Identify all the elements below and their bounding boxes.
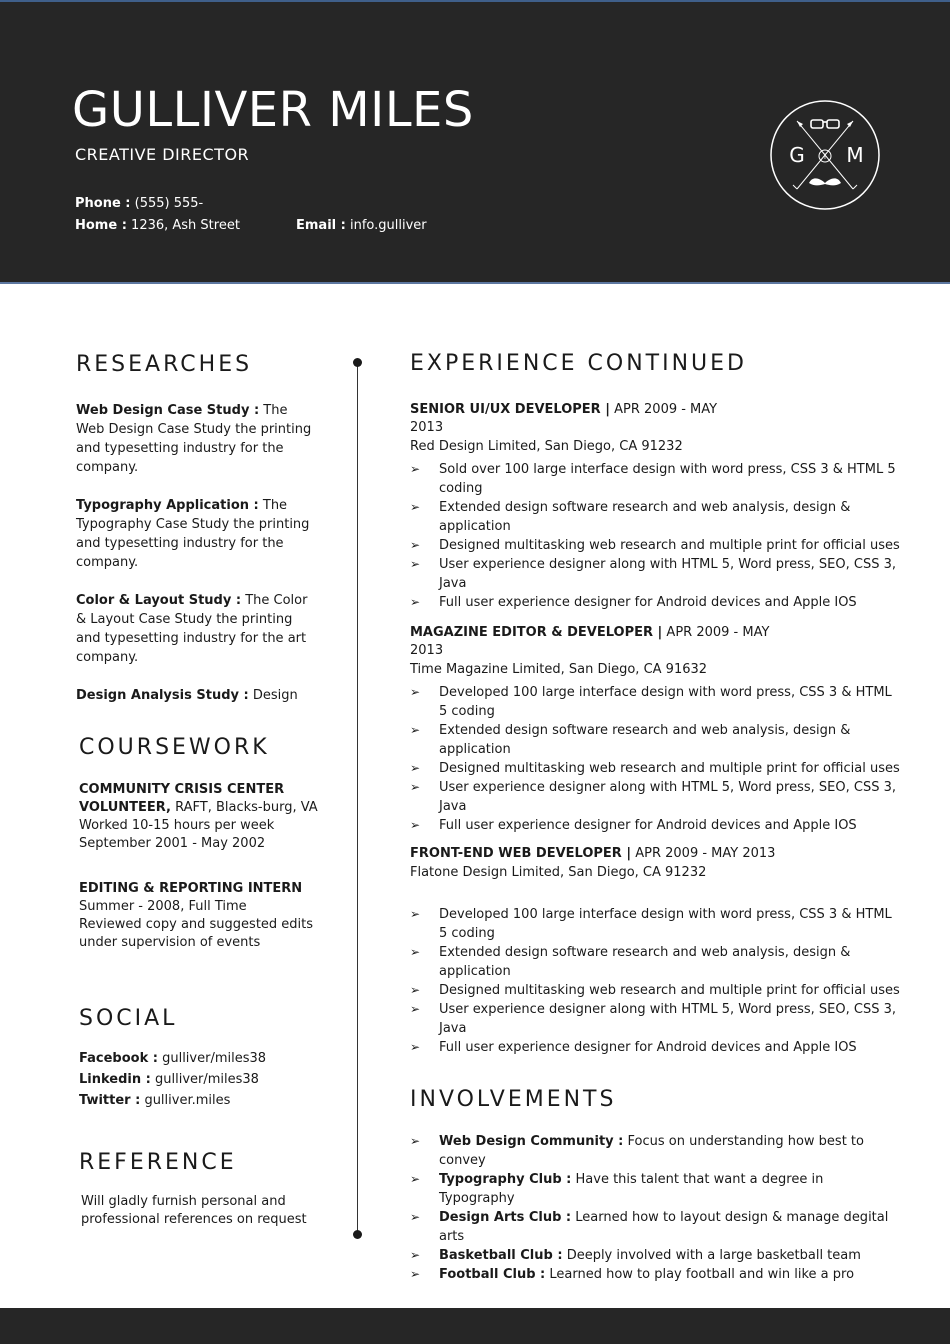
involvement-item: ➢ Football Club : Learned how to play football and win like a pro: [410, 1265, 900, 1284]
job-bullet: ➢ Full user experience designer for Android devices and Apple IOS: [410, 816, 900, 835]
social-facebook: Facebook : gulliver/miles38: [79, 1051, 267, 1066]
job-title: MAGAZINE EDITOR & DEVELOPER |: [410, 625, 663, 640]
timeline-dot-top: [353, 358, 362, 367]
phone-line: [75, 196, 203, 211]
coursework-item: [79, 781, 319, 866]
email-line: [296, 218, 427, 233]
research-item: Color & Layout Study : The Color & Layout Case Study the printing and typesetting industry for the art company.: [76, 593, 308, 665]
coursework-item-line: September 2001 - May 2002: [79, 836, 266, 851]
job-bullet: ➢ Full user experience designer for Android devices and Apple IOS: [410, 593, 900, 612]
job-bullet: ➢ User experience designer along with HTML 5, Word press, SEO, CSS 3, Java: [410, 555, 900, 593]
job-entry: [410, 624, 900, 833]
home-value: 1236, Ash Street: [131, 218, 240, 233]
job-title: FRONT-END WEB DEVELOPER |: [410, 846, 632, 861]
coursework-item-line: Summer - 2008, Full Time: [79, 899, 247, 914]
job-dates: APR 2009 - MAY 2013: [410, 402, 718, 435]
researches-heading: RESEARCHES: [76, 352, 253, 377]
job-bullet: ➢ Extended design software research and web analysis, design & application: [410, 498, 900, 536]
job-bullet: ➢ Designed multitasking web research and multiple print for official uses: [410, 536, 900, 555]
home-line: [75, 218, 240, 233]
involvement-item: ➢ Typography Club : Have this talent that want a degree in Typography: [410, 1170, 900, 1208]
job-bullet: ➢ Extended design software research and web analysis, design & application: [410, 943, 900, 981]
job-bullet: ➢ Developed 100 large interface design with word press, CSS 3 & HTML 5 coding: [410, 905, 900, 943]
coursework-item-line: Worked 10-15 hours per week: [79, 818, 275, 833]
coursework-item-line: Reviewed copy and suggested edits under supervision of events: [79, 917, 314, 950]
job-bullet: ➢ Full user experience designer for Android devices and Apple IOS: [410, 1038, 900, 1057]
job-bullet: ➢ User experience designer along with HTML 5, Word press, SEO, CSS 3, Java: [410, 778, 900, 816]
home-label: Home :: [75, 218, 127, 233]
social-list: [79, 1048, 329, 1112]
involvement-item: ➢ Basketball Club : Deeply involved with a large basketball team: [410, 1246, 900, 1265]
job-bullet: ➢ Designed multitasking web research and multiple print for official uses: [410, 759, 900, 778]
research-item: Typography Application : The Typography Case Study the printing and typesetting industry for the company.: [76, 498, 310, 570]
job-company: Red Design Limited, San Diego, CA 91232: [410, 439, 683, 454]
job-header: [410, 624, 790, 660]
timeline-dot-bottom: [353, 1230, 362, 1239]
job-company: Flatone Design Limited, San Diego, CA 91232: [410, 865, 707, 880]
social-heading: SOCIAL: [79, 1006, 178, 1031]
job-header: [410, 401, 740, 437]
monogram-letter-right: M: [846, 143, 864, 167]
research-item: Design Analysis Study : Design: [76, 688, 298, 703]
research-item: Web Design Case Study : The Web Design Case Study the printing and typesetting industry for the company.: [76, 403, 312, 475]
involvement-item: ➢ Web Design Community : Focus on understanding how best to convey: [410, 1132, 900, 1170]
candidate-name: GULLIVER MILES: [72, 82, 474, 138]
svg-text:i: i: [824, 153, 826, 161]
job-entry: [410, 401, 900, 610]
email-label: Email :: [296, 218, 346, 233]
coursework-item-title: EDITING & REPORTING INTERN: [79, 881, 303, 896]
coursework-item-location: RAFT, Blacks-burg, VA: [175, 800, 318, 815]
researches-list: [76, 401, 316, 703]
email-value: info.gulliver: [349, 218, 427, 233]
job-bullets: [410, 460, 900, 612]
job-bullet: ➢ Developed 100 large interface design with word press, CSS 3 & HTML 5 coding: [410, 683, 900, 721]
job-bullet: ➢ Extended design software research and web analysis, design & application: [410, 721, 900, 759]
phone-value: (555) 555-: [134, 196, 204, 211]
job-company: Time Magazine Limited, San Diego, CA 91632: [410, 662, 708, 677]
phone-label: Phone :: [75, 196, 131, 211]
job-bullet: ➢ Sold over 100 large interface design with word press, CSS 3 & HTML 5 coding: [410, 460, 900, 498]
reference-text: Will gladly furnish personal and professional references on request: [81, 1194, 307, 1227]
involvements-list: [410, 1132, 900, 1282]
job-bullets: [410, 905, 900, 1057]
job-bullet: ➢ User experience designer along with HTML 5, Word press, SEO, CSS 3, Java: [410, 1000, 900, 1038]
monogram-letter-left: G: [789, 143, 805, 167]
coursework-item: [79, 880, 319, 965]
job-title: SENIOR UI/UX DEVELOPER |: [410, 402, 610, 417]
coursework-item-title: COMMUNITY CRISIS CENTER VOLUNTEER,: [79, 782, 285, 815]
coursework-heading: COURSEWORK: [79, 735, 270, 760]
job-header: [410, 845, 900, 863]
job-dates: APR 2009 - MAY 2013: [410, 625, 770, 658]
job-bullet: ➢ Designed multitasking web research and multiple print for official uses: [410, 981, 900, 1000]
candidate-role: CREATIVE DIRECTOR: [75, 145, 250, 164]
resume-header: [0, 0, 950, 284]
involvement-bullets: [410, 1132, 900, 1284]
resume-footer: [0, 1308, 950, 1344]
monogram-emblem-icon: [769, 99, 881, 211]
job-entry: [410, 845, 900, 1055]
involvement-item: ➢ Design Arts Club : Learned how to layout design & manage degital arts: [410, 1208, 900, 1246]
job-bullets: [410, 683, 900, 835]
experience-heading: EXPERIENCE CONTINUED: [410, 351, 747, 376]
timeline-line: [357, 362, 358, 1236]
involvements-heading: INVOLVEMENTS: [410, 1087, 617, 1112]
job-dates: APR 2009 - MAY 2013: [635, 846, 776, 861]
reference-heading: REFERENCE: [79, 1150, 237, 1175]
social-twitter: Twitter : gulliver.miles: [79, 1093, 231, 1108]
social-linkedin: Linkedin : gulliver/miles38: [79, 1072, 259, 1087]
